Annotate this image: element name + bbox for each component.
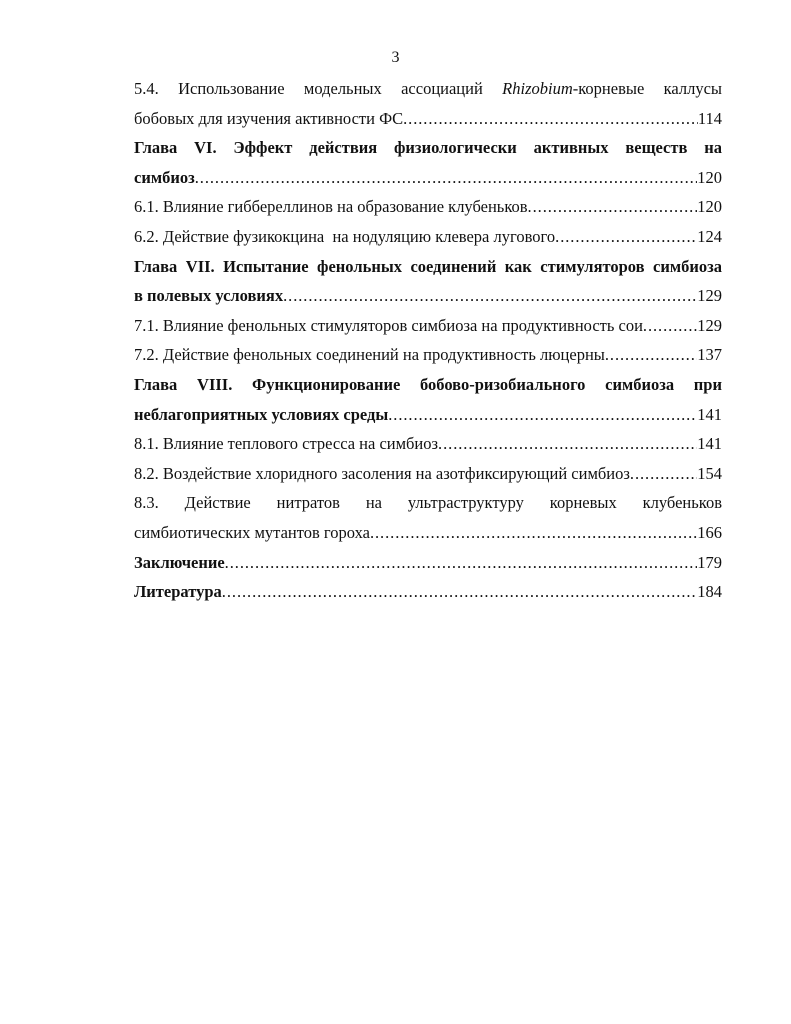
toc-entry-8-1 [134,429,722,459]
toc-text: 7.2. Действие фенольных соединений на продуктивность люцерны [134,345,605,365]
toc-conclusion [134,548,722,578]
leader-dots [630,459,697,489]
toc-chapter-8-line1: Глава VIII. Функционирование бобово-ризобиального симбиоза при [134,374,722,394]
toc-text: 8.1. Влияние теплового стресса на симбиоз [134,434,439,454]
toc-chapter-6-line1: Глава VI. Эффект действия физиологически активных веществ на [134,138,722,158]
toc-text: неблагоприятных условиях среды [134,404,389,424]
toc-text: 6.1. Влияние гиббереллинов на образование клубеньков [134,197,528,217]
leader-dots [370,518,697,548]
toc-page-number: 120 [697,197,722,217]
leader-dots [195,163,698,193]
toc-page-number: 179 [697,552,722,572]
toc-entry-5-4-line1 [134,74,722,104]
leader-dots [403,104,698,134]
page-number: 3 [391,49,400,66]
toc-page-number: 114 [697,108,722,128]
toc-chapter-7-line2 [134,281,722,311]
toc-text: в полевых условиях [134,286,284,306]
toc-entry-8-3-line1: 8.3. Действие нитратов на ультраструктуру корневых клубеньков [134,493,722,513]
leader-dots [528,192,698,222]
toc-page-number: 141 [697,434,722,454]
toc-text: Заключение [134,552,225,572]
toc-text: Литература [134,582,222,602]
toc-chapter-8-line2 [134,400,722,430]
toc-entry-6-2 [134,222,722,252]
leader-dots [225,548,698,578]
toc-entry-8-3-line2 [134,518,722,548]
toc-page-number: 166 [697,522,722,542]
leader-dots [388,400,697,430]
toc-literature [134,577,722,607]
toc-page-number: 154 [697,463,722,483]
toc-text: -корневые каллусы [572,79,722,98]
leader-dots [605,340,697,370]
toc-entry-6-1 [134,192,722,222]
leader-dots [555,222,697,252]
leader-dots [283,281,697,311]
toc-chapter-6-line2 [134,163,722,193]
leader-dots [438,429,697,459]
toc-page-number: 124 [697,226,722,246]
leader-dots [222,577,697,607]
toc-page-number: 141 [697,404,722,424]
toc-text: 5.4. Использование модельных ассоциаций [134,79,503,98]
toc-page-number: 137 [697,345,722,365]
toc-text: симбиотических мутантов гороха [134,522,370,542]
toc-text: 6.2. Действие фузикокцина на нодуляцию клевера лугового [134,226,556,246]
table-of-contents [134,74,722,607]
toc-entry-7-1 [134,311,722,341]
toc-page-number: 129 [697,286,722,306]
leader-dots [643,311,697,341]
toc-italic-term: Rhizobium [502,79,573,98]
toc-text: симбиоз [134,167,195,187]
toc-text: 8.2. Воздействие хлоридного засоления на азотфиксирующий симбиоз [134,463,630,483]
toc-text: бобовых для изучения активности ФС [134,108,404,128]
toc-page-number: 129 [697,315,722,335]
toc-page-number: 120 [697,167,722,187]
toc-page-number: 184 [697,582,722,602]
toc-entry-7-2 [134,340,722,370]
toc-chapter-7-line1: Глава VII. Испытание фенольных соединений как стимуляторов симбиоза [134,256,722,276]
toc-text: 7.1. Влияние фенольных стимуляторов симбиоза на продуктивность сои [134,315,643,335]
toc-entry-8-2 [134,459,722,489]
toc-entry-5-4-line2 [134,104,722,134]
